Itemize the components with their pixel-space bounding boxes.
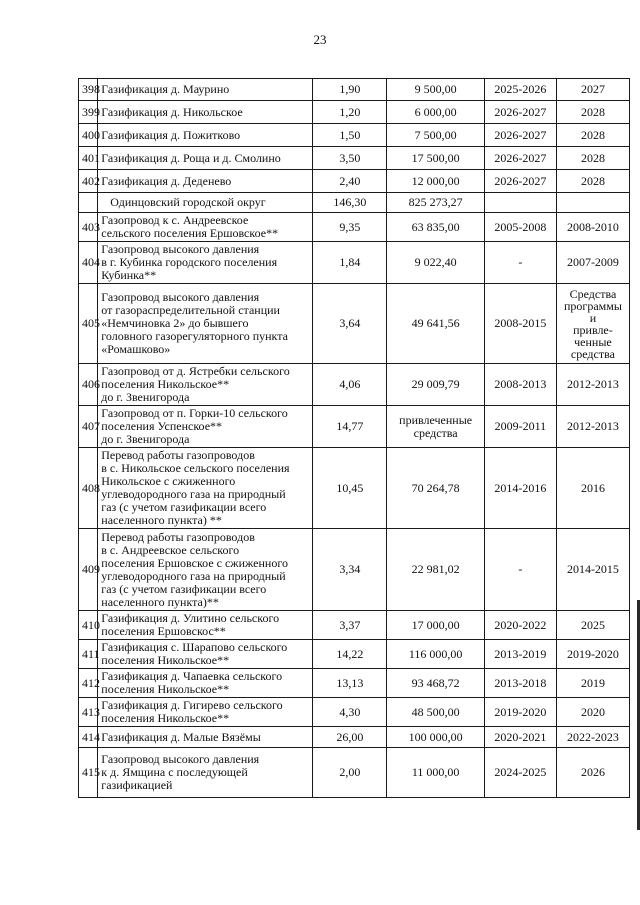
object-name-cell [98, 284, 313, 364]
commissioning-year-line: программы [563, 298, 622, 313]
commissioning-year-line: 2014-2015 [566, 562, 619, 576]
object-name-cell [98, 170, 313, 193]
commissioning-year-line: 2012-2013 [566, 377, 619, 391]
length-km-cell: 14,77 [313, 406, 387, 448]
row-number-cell: 412 [79, 669, 98, 698]
row-number-cell: 413 [79, 698, 98, 727]
object-name-line: газ (с учетом газификации всего [101, 500, 267, 514]
cost-cell: привлеченные средства [387, 406, 484, 448]
length-km-cell: 3,50 [313, 147, 387, 170]
commissioning-year-cell [556, 193, 629, 213]
commissioning-year-cell [556, 101, 629, 124]
row-number-cell: 399 [79, 101, 98, 124]
commissioning-year-line: 2028 [580, 127, 605, 142]
object-name-line: в с. Андреевское сельского [101, 542, 240, 557]
length-km-cell: 13,13 [313, 669, 387, 698]
commissioning-year-cell [556, 170, 629, 193]
commissioning-year-line: Средства [569, 286, 617, 301]
table-row [79, 213, 630, 242]
length-km-cell: 1,84 [313, 242, 387, 284]
cost-cell: 48 500,00 [387, 698, 484, 727]
commissioning-year-cell [556, 698, 629, 727]
construction-period-cell [484, 193, 556, 213]
table-row [79, 406, 630, 448]
object-name-cell [98, 448, 313, 529]
object-name-line: поселения Никольское** [101, 653, 230, 667]
table-row [79, 669, 630, 698]
object-name-line: поселения Никольское** [101, 711, 230, 725]
object-name-cell [98, 698, 313, 727]
construction-period-cell: 2020-2022 [484, 611, 556, 640]
gasification-table [78, 78, 630, 798]
object-name-line: Газопровод от д. Ястребки сельского [101, 364, 290, 378]
object-name-cell [98, 124, 313, 147]
object-name-line: Перевод работы газопроводов [101, 529, 255, 544]
object-name-line: Никольское с сжиженного [101, 474, 236, 488]
construction-period-cell: 2013-2019 [484, 640, 556, 669]
object-name-line: до г. Звенигорода [101, 432, 190, 446]
table-row [79, 611, 630, 640]
table-row [79, 284, 630, 364]
row-number-cell: 403 [79, 213, 98, 242]
object-name-line: газификацией [101, 778, 173, 792]
table-row [79, 101, 630, 124]
cost-cell: 17 500,00 [387, 147, 484, 170]
commissioning-year-line: 2012-2013 [566, 419, 619, 433]
object-name-line: к д. Ямщина с последующей [101, 765, 248, 779]
commissioning-year-line: 2028 [580, 150, 605, 165]
length-km-cell: 10,45 [313, 448, 387, 529]
commissioning-year-line: 2026 [580, 765, 605, 779]
commissioning-year-cell [556, 406, 629, 448]
object-name-cell [98, 406, 313, 448]
cost-cell: 9 022,40 [387, 242, 484, 284]
construction-period-cell: 2025-2026 [484, 79, 556, 101]
commissioning-year-cell [556, 611, 629, 640]
object-name-line: поселения Ершовскос** [101, 624, 226, 638]
length-km-cell: 2,40 [313, 170, 387, 193]
object-name-cell [98, 101, 313, 124]
row-number-cell: 401 [79, 147, 98, 170]
object-name-line: поселения Никольское** [101, 377, 230, 391]
cost-cell: 100 000,00 [387, 727, 484, 748]
commissioning-year-cell [556, 242, 629, 284]
table-row [79, 748, 630, 798]
commissioning-year-cell [556, 147, 629, 170]
commissioning-year-cell [556, 79, 629, 101]
object-name-line: Газификация д. Чапаевка сельского [101, 669, 283, 683]
object-name-line: Газификация д. Роща и д. Смолино [101, 150, 281, 165]
commissioning-year-line: и [589, 310, 597, 325]
object-name-line: «Ромашково» [101, 342, 171, 356]
length-km-cell: 9,35 [313, 213, 387, 242]
object-name-line: углеводородного газа на природный [101, 487, 286, 501]
length-km-cell: 3,37 [313, 611, 387, 640]
object-name-cell [98, 242, 313, 284]
commissioning-year-line: 2020 [580, 704, 605, 719]
commissioning-year-line: 2019 [580, 675, 605, 690]
table-row [79, 147, 630, 170]
object-name-line: населенного пункта) ** [101, 513, 222, 527]
commissioning-year-line: 2027 [580, 82, 605, 96]
object-name-line: поселения Никольское** [101, 682, 230, 696]
object-name-line: Газификация д. Улитино сельского [101, 611, 280, 625]
commissioning-year-cell [556, 448, 629, 529]
cost-cell: 49 641,56 [387, 284, 484, 364]
cost-cell: 6 000,00 [387, 101, 484, 124]
object-name-line: Газификация д. Никольское [101, 104, 243, 119]
commissioning-year-line: средства [570, 346, 615, 361]
table-row [79, 640, 630, 669]
object-name-line: Газификация д. Деденево [101, 173, 232, 188]
object-name-line: Газопровод высокого давления [101, 242, 260, 256]
object-name-line: поселения Успенское** [101, 419, 223, 433]
commissioning-year-cell [556, 124, 629, 147]
table-row [79, 448, 630, 529]
object-name-cell [98, 611, 313, 640]
row-number-cell: 411 [79, 640, 98, 669]
row-number-cell: 409 [79, 529, 98, 611]
construction-period-cell: 2026-2027 [484, 124, 556, 147]
subtotal-row [79, 193, 630, 213]
construction-period-cell: 2009-2011 [484, 406, 556, 448]
object-name-line: Кубинка** [101, 268, 157, 282]
object-name-cell [98, 193, 313, 213]
length-km-cell: 14,22 [313, 640, 387, 669]
object-name-line: Газопровод высокого давления [101, 290, 260, 304]
object-name-line: углеводородного газа на природный [101, 568, 286, 583]
commissioning-year-cell [556, 748, 629, 798]
object-name-cell [98, 79, 313, 101]
construction-period-cell: 2024-2025 [484, 748, 556, 798]
commissioning-year-line: 2016 [580, 480, 605, 495]
construction-period-cell: 2013-2018 [484, 669, 556, 698]
cost-cell: 11 000,00 [387, 748, 484, 798]
object-name-line: сельского поселения Ершовское** [101, 226, 279, 240]
table-row [79, 170, 630, 193]
object-name-cell [98, 669, 313, 698]
object-name-line: Газификация д. Гигирево сельского [101, 698, 283, 712]
row-number-cell: 414 [79, 727, 98, 748]
object-name-line: Газификация д. Малые Вязёмы [101, 729, 261, 744]
object-name-cell [98, 727, 313, 748]
cost-cell: 12 000,00 [387, 170, 484, 193]
row-number-cell: 406 [79, 364, 98, 406]
commissioning-year-line: 2025 [580, 617, 605, 632]
object-name-cell [98, 640, 313, 669]
object-name-line: Одинцовский городской округ [110, 195, 266, 209]
row-number-cell: 400 [79, 124, 98, 147]
construction-period-cell: 2008-2015 [484, 284, 556, 364]
row-number-cell: 407 [79, 406, 98, 448]
commissioning-year-cell [556, 364, 629, 406]
commissioning-year-line: 2019-2020 [566, 646, 619, 661]
length-km-cell: 4,06 [313, 364, 387, 406]
construction-period-cell: 2026-2027 [484, 170, 556, 193]
commissioning-year-line: 2028 [580, 173, 605, 188]
row-number-cell: 404 [79, 242, 98, 284]
commissioning-year-cell [556, 727, 629, 748]
object-name-line: Перевод работы газопроводов [101, 448, 255, 462]
cost-cell: 22 981,02 [387, 529, 484, 611]
object-name-line: Газификация с. Шарапово сельского [101, 640, 288, 654]
table-row [79, 727, 630, 748]
row-number-cell: 415 [79, 748, 98, 798]
length-km-cell: 3,64 [313, 284, 387, 364]
cost-cell: 93 468,72 [387, 669, 484, 698]
construction-period-cell: 2020-2021 [484, 727, 556, 748]
construction-period-cell: 2008-2013 [484, 364, 556, 406]
length-km-cell: 4,30 [313, 698, 387, 727]
cost-cell: 17 000,00 [387, 611, 484, 640]
cost-cell: 63 835,00 [387, 213, 484, 242]
commissioning-year-line: 2022-2023 [566, 729, 619, 744]
commissioning-year-cell [556, 640, 629, 669]
cost-cell: 70 264,78 [387, 448, 484, 529]
construction-period-cell: 2026-2027 [484, 101, 556, 124]
table-row [79, 124, 630, 147]
object-name-cell [98, 748, 313, 798]
object-name-line: Газификация д. Пожитково [101, 127, 241, 142]
commissioning-year-line: привле- [573, 322, 613, 337]
commissioning-year-cell [556, 529, 629, 611]
object-name-cell [98, 529, 313, 611]
commissioning-year-cell [556, 284, 629, 364]
object-name-line: газ (с учетом газификации всего [101, 581, 267, 596]
object-name-line: Газопровод высокого давления [101, 752, 260, 766]
length-km-cell: 2,00 [313, 748, 387, 798]
commissioning-year-line: 2028 [580, 104, 605, 119]
table-row [79, 529, 630, 611]
length-km-cell: 26,00 [313, 727, 387, 748]
row-number-cell: 405 [79, 284, 98, 364]
row-number-cell [79, 193, 98, 213]
table-body [79, 79, 630, 798]
length-km-cell: 1,90 [313, 79, 387, 101]
construction-period-cell: - [484, 529, 556, 611]
object-name-line: Газопровод от п. Горки-10 сельского [101, 406, 288, 420]
object-name-line: головного газорегуляторного пункта [101, 329, 288, 343]
construction-period-cell: 2014-2016 [484, 448, 556, 529]
object-name-line: Газопровод к с. Андреевское [101, 213, 249, 227]
row-number-cell: 402 [79, 170, 98, 193]
length-km-cell: 3,34 [313, 529, 387, 611]
object-name-line: в с. Никольское сельского поселения [101, 461, 290, 475]
length-km-cell: 1,20 [313, 101, 387, 124]
table-row [79, 364, 630, 406]
commissioning-year-line: 2007-2009 [566, 255, 619, 269]
object-name-line: до г. Звенигорода [101, 390, 190, 404]
object-name-cell [98, 213, 313, 242]
cost-cell: 7 500,00 [387, 124, 484, 147]
object-name-line: в г. Кубинка городского поселения [101, 255, 278, 269]
construction-period-cell: 2019-2020 [484, 698, 556, 727]
commissioning-year-line: ченные [574, 334, 612, 349]
object-name-line: поселения Ершовское с сжиженного [101, 555, 288, 570]
row-number-cell: 398 [79, 79, 98, 101]
construction-period-cell: - [484, 242, 556, 284]
cost-cell: 825 273,27 [387, 193, 484, 213]
cost-cell: 116 000,00 [387, 640, 484, 669]
length-km-cell: 146,30 [313, 193, 387, 213]
commissioning-year-line: 2008-2010 [566, 219, 619, 234]
length-km-cell: 1,50 [313, 124, 387, 147]
object-name-line: Газификация д. Маурино [101, 82, 230, 96]
construction-period-cell: 2026-2027 [484, 147, 556, 170]
table-row [79, 242, 630, 284]
cost-cell: 29 009,79 [387, 364, 484, 406]
construction-period-cell: 2005-2008 [484, 213, 556, 242]
commissioning-year-cell [556, 669, 629, 698]
object-name-cell [98, 364, 313, 406]
object-name-line: «Немчиновка 2» до бывшего [101, 316, 249, 330]
object-name-cell [98, 147, 313, 170]
commissioning-year-cell [556, 213, 629, 242]
table-row [79, 698, 630, 727]
table-row [79, 79, 630, 101]
row-number-cell: 408 [79, 448, 98, 529]
object-name-line: населенного пункта)** [101, 594, 219, 609]
cost-cell: 9 500,00 [387, 79, 484, 101]
object-name-line: от газораспределительной станции [101, 303, 280, 317]
row-number-cell: 410 [79, 611, 98, 640]
page-number: 23 [313, 32, 327, 47]
